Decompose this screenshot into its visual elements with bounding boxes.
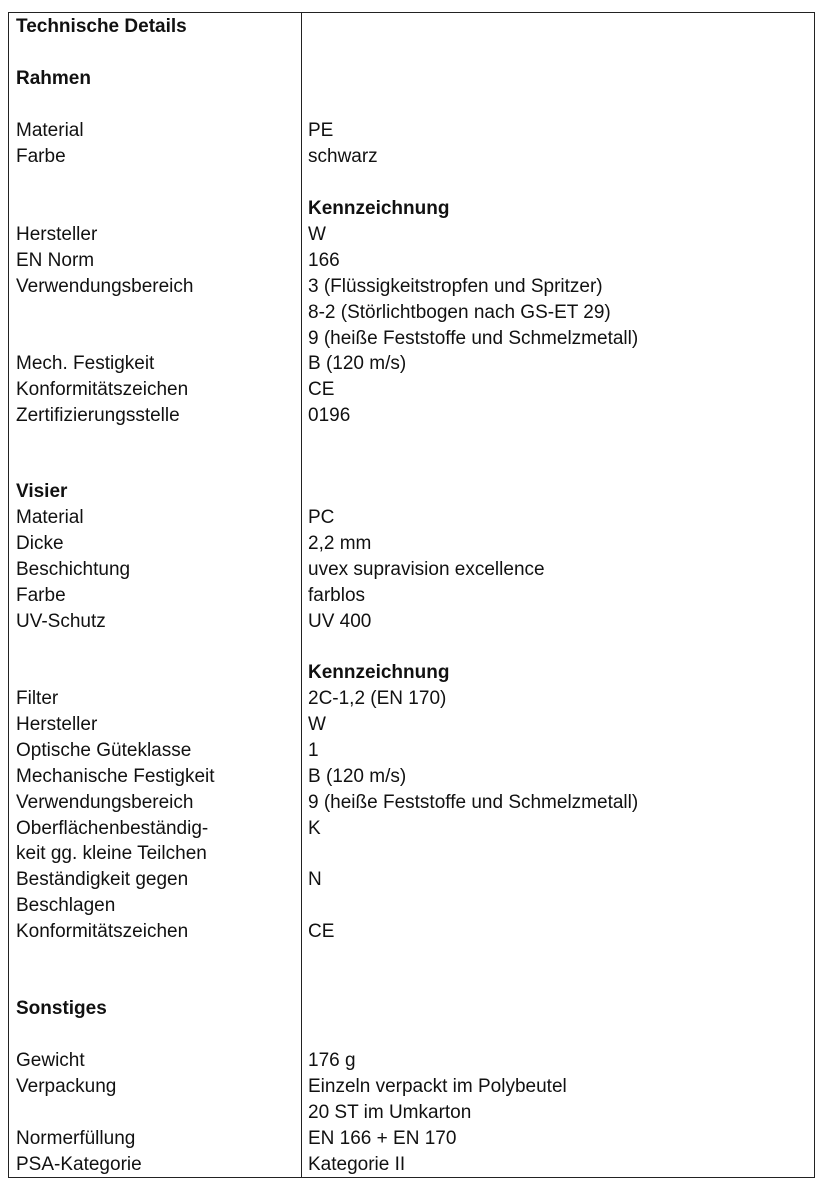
visier-farbe-label: Farbe	[16, 585, 66, 606]
visier-material-value: PC	[308, 507, 335, 528]
rahmen-farbe-label: Farbe	[16, 146, 66, 167]
visier-verwendung-label: Verwendungsbereich	[16, 792, 194, 813]
sonstiges-verpackung-value-1: Einzeln verpackt im Polybeutel	[308, 1076, 567, 1097]
column-divider	[301, 13, 302, 1177]
visier-optisch-label: Optische Güteklasse	[16, 740, 192, 761]
visier-dicke-value: 2,2 mm	[308, 533, 372, 554]
rahmen-en-norm-value: 166	[308, 250, 340, 271]
visier-verwendung-value: 9 (heiße Feststoffe und Schmelzmetall)	[308, 792, 639, 813]
rahmen-zert-label: Zertifizierungsstelle	[16, 405, 180, 426]
visier-oberflaeche-label-1: Oberflächenbeständig-	[16, 818, 209, 839]
visier-konformitaet-value: CE	[308, 921, 335, 942]
visier-beschichtung-label: Beschichtung	[16, 559, 131, 580]
rahmen-konformitaet-label: Konformitätszeichen	[16, 379, 189, 400]
visier-hersteller-value: W	[308, 714, 326, 735]
rahmen-hersteller-label: Hersteller	[16, 224, 98, 245]
visier-filter-label: Filter	[16, 688, 59, 709]
visier-kennzeichnung-heading: Kennzeichnung	[308, 662, 450, 683]
section-heading-visier: Visier	[16, 481, 68, 502]
rahmen-kennzeichnung-heading: Kennzeichnung	[308, 198, 450, 219]
section-heading-sonstiges: Sonstiges	[16, 998, 107, 1019]
visier-filter-value: 2C-1,2 (EN 170)	[308, 688, 447, 709]
sonstiges-gewicht-label: Gewicht	[16, 1050, 85, 1071]
sonstiges-norm-label: Normerfüllung	[16, 1128, 136, 1149]
rahmen-verwendung-label: Verwendungsbereich	[16, 276, 194, 297]
rahmen-verwendung-value-3: 9 (heiße Feststoffe und Schmelzmetall)	[308, 328, 639, 349]
visier-mech-value: B (120 m/s)	[308, 766, 407, 787]
rahmen-festigkeit-value: B (120 m/s)	[308, 353, 407, 374]
rahmen-verwendung-value-1: 3 (Flüssigkeitstropfen und Spritzer)	[308, 276, 603, 297]
rahmen-farbe-value: schwarz	[308, 146, 378, 167]
visier-mech-label: Mechanische Festigkeit	[16, 766, 215, 787]
visier-material-label: Material	[16, 507, 84, 528]
rahmen-hersteller-value: W	[308, 224, 326, 245]
rahmen-en-norm-label: EN Norm	[16, 250, 95, 271]
rahmen-material-value: PE	[308, 120, 334, 141]
visier-beschichtung-value: uvex supravision excellence	[308, 559, 545, 580]
visier-uv-value: UV 400	[308, 611, 372, 632]
visier-beschlag-value: N	[308, 869, 322, 890]
visier-oberflaeche-label-2: keit gg. kleine Teilchen	[16, 843, 207, 864]
rahmen-festigkeit-label: Mech. Festigkeit	[16, 353, 155, 374]
technical-details-table	[8, 12, 815, 1178]
visier-uv-label: UV-Schutz	[16, 611, 106, 632]
section-heading-rahmen: Rahmen	[16, 68, 91, 89]
visier-beschlag-label-1: Beständigkeit gegen	[16, 869, 189, 890]
sonstiges-verpackung-value-2: 20 ST im Umkarton	[308, 1102, 472, 1123]
visier-oberflaeche-value: K	[308, 818, 321, 839]
sonstiges-psa-label: PSA-Kategorie	[16, 1154, 142, 1175]
sonstiges-psa-value: Kategorie II	[308, 1154, 406, 1175]
rahmen-konformitaet-value: CE	[308, 379, 335, 400]
visier-beschlag-label-2: Beschlagen	[16, 895, 116, 916]
sonstiges-gewicht-value: 176 g	[308, 1050, 356, 1071]
visier-farbe-value: farblos	[308, 585, 366, 606]
rahmen-verwendung-value-2: 8-2 (Störlichtbogen nach GS-ET 29)	[308, 302, 611, 323]
rahmen-zert-value: 0196	[308, 405, 351, 426]
visier-dicke-label: Dicke	[16, 533, 64, 554]
visier-konformitaet-label: Konformitätszeichen	[16, 921, 189, 942]
sonstiges-norm-value: EN 166 + EN 170	[308, 1128, 457, 1149]
table-title: Technische Details	[16, 16, 187, 37]
sonstiges-verpackung-label: Verpackung	[16, 1076, 117, 1097]
rahmen-material-label: Material	[16, 120, 84, 141]
visier-optisch-value: 1	[308, 740, 319, 761]
visier-hersteller-label: Hersteller	[16, 714, 98, 735]
